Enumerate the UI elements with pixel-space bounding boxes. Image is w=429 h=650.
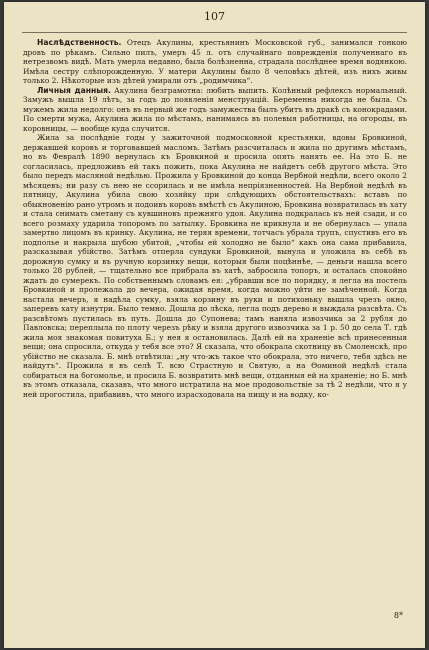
paragraph-narrative — [23, 133, 407, 399]
header-rule — [22, 32, 407, 33]
paragraph-personal-data — [23, 86, 407, 134]
book-page — [4, 2, 425, 648]
paragraph-lead: Личныя данныя. — [37, 85, 111, 95]
paragraph-text: Отецъ Акулины, крестьянинъ Московской губ., занимался гонкою дровъ по рѣкамъ. Сильно пилъ, умеръ 45 л. отъ случайнаго поврежденія полученнаго въ нетрезвомъ видѣ. Мать умерла недавно, была болѣзненна, страдала послѣднее время водянкою. Имѣла сестру слѣпорожденную. У матери Акулины было 8 человѣкъ дѣтей, изъ нихъ живы только 2. Нѣкоторые изъ дѣтей умирали отъ „родимчика“. — [23, 38, 407, 85]
body-text — [23, 38, 407, 399]
page-number: 107 — [204, 10, 225, 23]
paragraph-text: Жила за послѣдніе годы у зажиточной подмосковной крестьянки, вдовы Бровкиной, державшей коровъ и торговавшей масломъ. Затѣмъ разсчиталась и жила по другимъ мѣстамъ, но въ Февралѣ 1890 вернулась къ Бровкиной и просила опять нанять ее. На это Б. не согласилась, предложивъ ей такъ пожить, пока Акулина не найдетъ себѣ другого мѣста. Это было передъ масляной недѣлью. Прожила у Бровкиной до конца Вербной недѣли, всего около 2 мѣсяцевъ; ни разу съ нею не ссорилась и не имѣла непріязненностей. На Вербной недѣлѣ въ пятницу, Акулина убила свою хозяйку при слѣдующихъ обстоятельствахъ: вставъ по обыкновенію рано утромъ и подоивъ коровъ вмѣстѣ съ Акулиною, Бровкина возвратилась въ хату и стала снимать сметану съ кувшиновъ прежняго удоя. Акулина подкралась къ ней сзади, и со всего розмаху ударила топоромъ по затылку. Бровкина не крикнула и не обернулась — упала замертво лицомъ въ кринку. Акулина, не теряя времени, тотчасъ убрала трупъ, спустивъ его въ подполье и накрыла шубою убитой, „чтобы ей холодно не было“ какъ она сама прибавила, разсказывая убійство. Затѣмъ отперла сундуки Бровкиной, вынула и уложила въ себѣ въ дорожную сумку и въ ручную корзинку вещи, которыя были поцѣннѣе, — деньги нашла всего только 28 рублей, — тщательно все прибрала въ хатѣ, забросила топоръ, и осталась спокойно ждать до сумерекъ. По собственнымъ словамъ ея: „убравши все по порядку, я легла на постель Бровкиной и пролежала до вечера, ожидая время, когда можно уйти не замѣченной. Когда настала вечеръ, я надѣла сумку, взяла корзину въ руки и потихоньку вышла чрезъ окно, заперевъ хату изнутри. Было темно. Дошла до лѣска, легла подъ дерево и выждала разсвѣта. Съ разсвѣтомъ пустилась въ путь. Дошла до Супонева; тамъ наняла извозчика за 2 рубля до Павловска; переплыла по плоту черезъ рѣку и взяла другого извозчика за 1 р. 50 до села Т. гдѣ жила моя знакомая повитуха Б.; у нея я остановилась. Далѣ ей на храненіе всѣ принесенныя вещи; она спросила, откуда у тебя все это? Я сказала, что обокрала скотницу въ Смоленскѣ, про убійство не сказала. Б. мнѣ отвѣтила: „ну что-жъ такое что обокрала, это ничего, тебя здѣсь не найдутъ“. Прожила я въ селѣ Т. всю Страстную и Святую, а на Ѳоминой недѣлѣ стала собираться на богомолье, и просила Б. возвратить мнѣ вещи, отданныя ей на храненіе; но Б. мнѣ въ этомъ отказала, сказавъ, что много истратила на мое продовольствіе за тѣ 2 недѣли, что я у ней прогостила, прибавивъ, что много израсходовала на пищу и на водку, ко- — [23, 133, 407, 399]
paragraph-heredity — [23, 38, 407, 86]
paragraph-text: Акулина безграмотна: любить выпить. Колѣнный рефлексъ нормальный. Замужъ вышла 19 лѣтъ, за годъ до появленія менструацій. Беременна никогда не была. Съ мужемъ жила недолго: онъ въ первый же годъ замужества былъ убитъ въ дракѣ съ конокрадами. По смерти мужа, Акулина жила по мѣстамъ, нанимаясь въ полевыя работницы, на огороды, въ коровницы, — вообще куда случится. — [23, 85, 407, 133]
signature-mark: 8* — [393, 611, 403, 620]
paragraph-lead: Наслѣдственность. — [37, 38, 122, 47]
